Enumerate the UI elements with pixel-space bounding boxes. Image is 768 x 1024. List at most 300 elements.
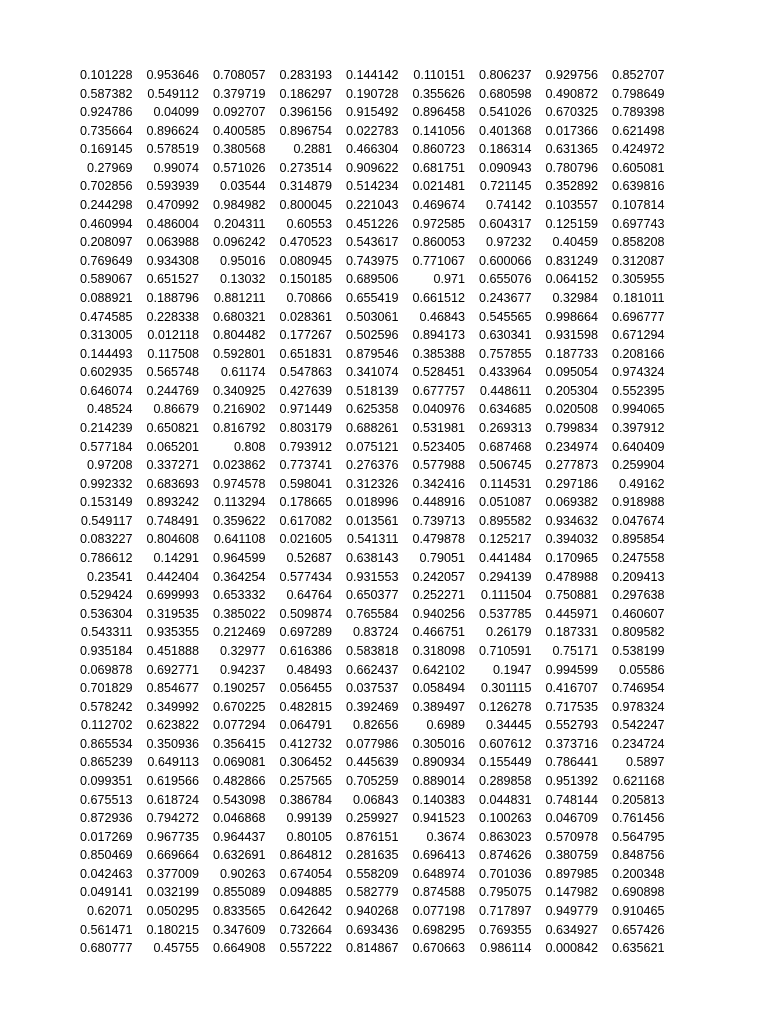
table-cell: 0.502596 [345,328,399,343]
table-cell: 0.205304 [545,383,598,398]
table-cell: 0.998664 [545,309,598,324]
table-cell: 0.111504 [480,588,532,603]
table-cell: 0.466751 [412,625,465,640]
table-cell: 0.680777 [79,941,133,956]
table-cell: 0.786612 [79,551,133,566]
table-cell: 0.047674 [611,513,665,528]
table-cell: 0.355626 [412,86,465,101]
table-cell: 0.017269 [79,829,133,844]
table-cell: 0.860723 [412,142,465,157]
table-cell: 0.689506 [345,272,399,287]
table-cell: 0.99074 [153,160,199,175]
table-cell: 0.872936 [79,811,133,826]
table-cell: 0.786441 [545,755,598,770]
table-cell: 0.518139 [345,383,399,398]
table-cell: 0.949779 [545,904,598,919]
table-cell: 0.653332 [212,588,266,603]
table-cell: 0.578242 [79,699,133,714]
table-cell: 0.605081 [611,160,665,175]
table-cell: 0.000842 [545,941,598,956]
table-row [66,716,665,735]
table-cell: 0.040976 [412,402,465,417]
table-cell: 0.169145 [79,142,133,157]
table-row [66,122,665,141]
table-cell: 0.466304 [345,142,399,157]
table-cell: 0.940268 [345,904,399,919]
table-cell: 0.482815 [279,699,332,714]
table-cell: 0.697743 [611,216,665,231]
table-cell: 0.693436 [345,922,399,937]
table-cell: 0.967735 [146,829,199,844]
table-cell: 0.150185 [279,272,332,287]
table-row [66,326,665,345]
table-cell: 0.058494 [412,681,465,696]
table-cell: 0.537785 [478,606,532,621]
table-cell: 0.915492 [345,105,399,120]
table-cell: 0.186314 [478,142,532,157]
table-cell: 0.023862 [212,458,266,473]
table-cell: 0.863023 [478,829,532,844]
table-cell: 0.542247 [611,718,665,733]
table-cell: 0.017366 [545,123,598,138]
table-cell: 0.547863 [279,365,332,380]
table-cell: 0.625358 [345,402,399,417]
table-cell: 0.021481 [412,179,465,194]
table-cell: 0.065201 [146,439,199,454]
table-cell: 0.208166 [611,346,665,361]
table-cell: 0.986114 [479,941,532,956]
table-cell: 0.655419 [345,290,399,305]
table-row [66,623,665,642]
table-cell: 0.848756 [611,848,665,863]
table-row [66,568,665,587]
table-cell: 0.953646 [146,68,199,82]
table-cell: 0.460607 [611,606,665,621]
table-row [66,382,665,401]
table-cell: 0.793912 [279,439,332,454]
table-cell: 0.144493 [79,346,133,361]
table-cell: 0.394032 [545,532,598,547]
table-row [66,753,665,772]
table-cell: 0.602935 [79,365,133,380]
table-cell: 0.940256 [412,606,465,621]
table-cell: 0.557222 [279,941,332,956]
table-cell: 0.289858 [478,773,532,788]
table-cell: 0.688261 [345,420,399,435]
table-cell: 0.708057 [212,68,266,82]
table-cell: 0.696413 [412,848,465,863]
table-row [66,177,665,196]
table-cell: 0.934308 [146,253,199,268]
table-cell: 0.044831 [478,792,532,807]
table-cell: 0.314879 [279,179,332,194]
table-cell: 0.110151 [413,68,465,82]
table-cell: 0.14291 [153,551,199,566]
table-cell: 0.639816 [611,179,665,194]
table-cell: 0.552793 [545,718,598,733]
table-cell: 0.340925 [212,383,266,398]
table-cell: 0.717535 [545,699,598,714]
table-cell: 0.536304 [79,606,133,621]
table-cell: 0.545565 [478,309,532,324]
table-row [66,809,665,828]
table-cell: 0.630341 [478,328,532,343]
table-cell: 0.893242 [146,495,199,510]
table-cell: 0.042463 [79,866,133,881]
table-cell: 0.650821 [146,420,199,435]
table-cell: 0.565748 [146,365,199,380]
table-cell: 0.86679 [153,402,199,417]
table-row [66,493,665,512]
table-row [66,791,665,810]
table-cell: 0.910465 [611,904,665,919]
table-cell: 0.347609 [212,922,266,937]
table-cell: 0.242057 [412,569,465,584]
table-cell: 0.909622 [345,160,399,175]
table-cell: 0.881211 [213,290,266,305]
table-cell: 0.696777 [611,309,665,324]
table-cell: 0.190728 [345,86,399,101]
table-cell: 0.445639 [345,755,399,770]
table-cell: 0.190257 [212,681,266,696]
table-cell: 0.228338 [146,309,199,324]
table-cell: 0.621168 [612,773,665,788]
table-row [66,456,665,475]
table-cell: 0.681751 [412,160,465,175]
table-cell: 0.077986 [345,736,399,751]
table-cell: 0.221043 [345,198,399,213]
table-cell: 0.541311 [346,532,399,547]
table-cell: 0.482866 [212,773,266,788]
table-cell: 0.702856 [79,179,133,194]
table-cell: 0.876151 [345,829,399,844]
table-cell: 0.6989 [426,718,465,733]
table-cell: 0.780796 [545,160,598,175]
table-cell: 0.3674 [426,829,465,844]
table-cell: 0.090943 [478,160,532,175]
table-cell: 0.069081 [212,755,266,770]
table-cell: 0.283193 [279,68,332,82]
table-cell: 0.651831 [279,346,332,361]
table-cell: 0.103557 [545,198,598,213]
table-cell: 0.748491 [146,513,199,528]
table-cell: 0.895854 [611,532,665,547]
table-cell: 0.623822 [146,718,199,733]
table-cell: 0.90263 [219,866,266,881]
table-row [66,233,665,252]
table-cell: 0.543098 [212,792,266,807]
table-cell: 0.469674 [412,198,465,213]
table-cell: 0.427639 [279,383,332,398]
table-cell: 0.833565 [212,904,266,919]
table-cell: 0.632691 [212,848,266,863]
table-cell: 0.412732 [279,736,332,751]
table-cell: 0.992332 [79,476,133,491]
table-row [66,289,665,308]
table-cell: 0.380568 [212,142,266,157]
table-cell: 0.677757 [412,383,465,398]
table-cell: 0.305016 [412,736,465,751]
table-cell: 0.864812 [279,848,332,863]
table-cell: 0.40459 [552,235,598,250]
table-cell: 0.03544 [219,179,266,194]
table-cell: 0.583818 [345,643,399,658]
table-cell: 0.313005 [79,328,133,343]
table-cell: 0.247558 [611,551,665,566]
table-cell: 0.301115 [480,681,532,696]
table-cell: 0.61174 [220,365,266,380]
table-cell: 0.896754 [279,123,332,138]
table-cell: 0.088921 [79,290,133,305]
table-cell: 0.051087 [478,495,532,510]
table-cell: 0.607612 [478,736,532,751]
table-cell: 0.424972 [611,142,665,157]
table-cell: 0.697289 [279,625,332,640]
table-row [66,475,665,494]
table-cell: 0.442404 [146,569,199,584]
table-cell: 0.200348 [611,866,665,881]
table-row [66,363,665,382]
table-cell: 0.101228 [79,68,133,82]
table-cell: 0.799834 [545,420,598,435]
table-cell: 0.931553 [345,569,399,584]
table-cell: 0.978324 [611,699,665,714]
table-cell: 0.804482 [212,328,266,343]
table-cell: 0.879546 [345,346,399,361]
table-cell: 0.934632 [545,513,598,528]
table-cell: 0.74142 [485,198,532,213]
table-cell: 0.509874 [279,606,332,621]
table-cell: 0.486004 [146,216,199,231]
table-cell: 0.687468 [478,439,532,454]
table-cell: 0.52687 [286,551,332,566]
table-cell: 0.187733 [545,346,598,361]
table-cell: 0.865239 [79,755,133,770]
table-cell: 0.97208 [86,458,133,473]
table-cell: 0.32984 [552,290,598,305]
table-row [66,661,665,680]
table-row [66,735,665,754]
table-cell: 0.852707 [611,68,665,82]
table-cell: 0.297186 [545,476,598,491]
table-cell: 0.49162 [618,476,665,491]
table-cell: 0.125217 [478,532,532,547]
table-cell: 0.319535 [146,606,199,621]
table-cell: 0.771067 [412,253,465,268]
table-row [66,512,665,531]
table-row [66,642,665,661]
table-cell: 0.022783 [345,123,399,138]
table-cell: 0.874626 [478,848,532,863]
table-cell: 0.99139 [286,811,332,826]
table-cell: 0.092707 [212,105,266,120]
table-cell: 0.577988 [412,458,465,473]
table-cell: 0.62071 [86,904,133,919]
table-row [66,605,665,624]
table-cell: 0.589067 [79,272,133,287]
table-row [66,902,665,921]
table-row [66,345,665,364]
table-cell: 0.27969 [86,160,133,175]
table-cell: 0.107814 [611,198,665,213]
table-cell: 0.604317 [478,216,532,231]
table-cell: 0.646074 [79,383,133,398]
table-cell: 0.890934 [412,755,465,770]
table-cell: 0.318098 [412,643,465,658]
table-cell: 0.634927 [545,922,598,937]
table-cell: 0.141056 [412,123,465,138]
table-cell: 0.984982 [212,198,266,213]
table-cell: 0.570978 [545,829,598,844]
table-cell: 0.083227 [79,532,133,547]
table-cell: 0.479878 [412,532,465,547]
table-cell: 0.804608 [146,532,199,547]
table-row [66,196,665,215]
table-row [66,883,665,902]
table-cell: 0.698295 [412,922,465,937]
table-cell: 0.765584 [345,606,399,621]
table-cell: 0.490872 [545,86,598,101]
table-cell: 0.018996 [345,495,399,510]
table-cell: 0.209413 [611,569,665,584]
table-cell: 0.664908 [212,941,266,956]
table-cell: 0.020508 [545,402,598,417]
table-cell: 0.350936 [146,736,199,751]
table-cell: 0.638143 [345,551,399,566]
table-row [66,939,665,958]
table-cell: 0.147982 [545,885,598,900]
table-cell: 0.670225 [212,699,266,714]
table-cell: 0.641108 [213,532,266,547]
table-cell: 0.577434 [279,569,332,584]
table-cell: 0.705259 [345,773,399,788]
table-cell: 0.337271 [146,458,199,473]
table-cell: 0.021605 [279,532,332,547]
table-cell: 0.800045 [279,198,332,213]
table-cell: 0.964599 [212,551,266,566]
table-cell: 0.386784 [279,792,332,807]
table-cell: 0.803179 [279,420,332,435]
table-cell: 0.075121 [345,439,399,454]
table-row [66,772,665,791]
table-cell: 0.577184 [79,439,133,454]
data-table [66,66,665,958]
table-cell: 0.050295 [146,904,199,919]
table-cell: 0.593939 [146,179,199,194]
table-cell: 0.100263 [478,811,532,826]
table-cell: 0.1947 [492,662,532,677]
table-cell: 0.117508 [147,346,199,361]
table-cell: 0.277873 [545,458,598,473]
table-row [66,549,665,568]
table-cell: 0.600066 [478,253,532,268]
table-cell: 0.564795 [611,829,665,844]
table-cell: 0.648974 [412,866,465,881]
table-cell: 0.680321 [212,309,266,324]
table-cell: 0.214239 [79,420,133,435]
table-row [66,846,665,865]
table-cell: 0.170965 [545,551,598,566]
table-cell: 0.860053 [412,235,465,250]
table-cell: 0.259927 [345,811,399,826]
table-cell: 0.077198 [412,904,465,919]
table-cell: 0.181011 [612,290,665,305]
table-cell: 0.099351 [79,773,133,788]
table-cell: 0.205813 [611,792,665,807]
table-cell: 0.543617 [345,235,399,250]
table-cell: 0.352892 [545,179,598,194]
table-row [66,308,665,327]
table-cell: 0.710591 [478,643,532,658]
table-cell: 0.180215 [146,922,199,937]
table-row [66,140,665,159]
table-cell: 0.259904 [611,458,665,473]
table-cell: 0.188796 [146,290,199,305]
table-cell: 0.45755 [153,941,199,956]
table-cell: 0.305955 [611,272,665,287]
table-cell: 0.543311 [80,625,133,640]
table-cell: 0.013561 [345,513,399,528]
table-cell: 0.70866 [286,290,332,305]
table-cell: 0.397912 [611,420,665,435]
table-cell: 0.140383 [412,792,465,807]
table-cell: 0.748144 [545,792,598,807]
table-cell: 0.474585 [79,309,133,324]
table-cell: 0.373716 [545,736,598,751]
table-cell: 0.396156 [279,105,332,120]
table-cell: 0.935355 [146,625,199,640]
table-cell: 0.865534 [79,736,133,751]
table-cell: 0.204311 [213,216,266,231]
table-row [66,270,665,289]
table-cell: 0.855089 [212,885,266,900]
table-cell: 0.538199 [611,643,665,658]
table-row [66,921,665,940]
table-row [66,66,665,85]
table-cell: 0.281635 [345,848,399,863]
table-row [66,85,665,104]
table-cell: 0.32977 [219,643,266,658]
table-row [66,103,665,122]
table-cell: 0.389497 [412,699,465,714]
table-cell: 0.269313 [478,420,532,435]
table-cell: 0.234724 [611,736,665,751]
table-cell: 0.144142 [345,68,399,82]
table-cell: 0.528451 [412,365,465,380]
table-cell: 0.48524 [86,402,133,417]
table-cell: 0.064791 [279,718,332,733]
table-cell: 0.634685 [478,402,532,417]
table-cell: 0.971449 [279,402,332,417]
table-cell: 0.994065 [611,402,665,417]
table-cell: 0.80105 [286,829,332,844]
table-row [66,679,665,698]
table-cell: 0.692771 [146,662,199,677]
table-cell: 0.294139 [478,569,532,584]
table-cell: 0.451226 [345,216,399,231]
table-cell: 0.380759 [545,848,598,863]
table-cell: 0.850469 [79,848,133,863]
table-cell: 0.212469 [212,625,266,640]
table-cell: 0.661512 [412,290,465,305]
table-cell: 0.750881 [545,588,598,603]
table-cell: 0.941523 [412,811,465,826]
table-cell: 0.187331 [545,625,598,640]
table-cell: 0.701036 [478,866,532,881]
table-row [66,828,665,847]
table-cell: 0.178665 [279,495,332,510]
table-cell: 0.82656 [352,718,399,733]
